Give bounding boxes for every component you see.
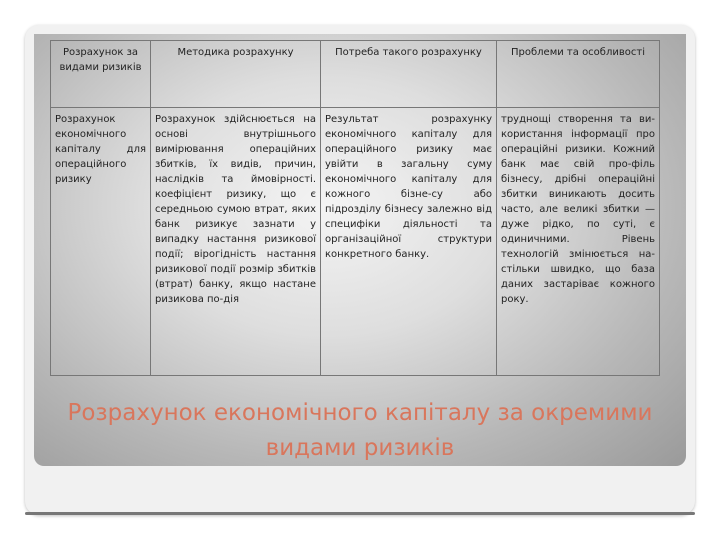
cell-need: Результат розрахунку економічного капіталу для операційного ризику має увійти в загальну суму економічного капіталу для кожного бізне-су або підрозділу бізнесу залежно від специфіки діяльності та організаційної структури конкретного банку. (321, 108, 497, 376)
header-problems: Проблеми та особливості (497, 41, 660, 108)
table-row (51, 108, 660, 376)
header-risk-type: Розрахунок за видами ризиків (51, 41, 151, 108)
header-need: Потреба такого розрахунку (321, 41, 497, 108)
cell-risk-type: Розрахунок економічного капіталу для операційного ризику (51, 108, 151, 376)
header-method: Методика розрахунку (151, 41, 321, 108)
table-header-row (51, 41, 660, 108)
slide-title: Розрахунок економічного капіталу за окремими видами ризиків (67, 400, 653, 461)
slide-bottom-divider (25, 512, 695, 515)
cell-problems: труднощі створення та ви-користання інформації про операційні ризики. Кожний банк має свій про-філь бізнесу, дрібні операційні збитки виникають досить часто, але великі збитки — дуже рідко, по суті, є одиничними. Рівень технологій змінюється на-стільки швидко, що база даних застаріває кожного року. (497, 108, 660, 376)
risk-capital-table (50, 40, 660, 376)
cell-method: Розрахунок здійснюється на основі внутрішнього вимірювання операційних збитків, їх видів, причин, наслідків та ймовірності. коефіцієнт ризику, що є середньою сумою втрат, яких банк ризикує зазнати у випадку настання ризикової події; вірогідність настання ризикової події розмір збитків (втрат) банку, якщо настане ризикова по-дія (151, 108, 321, 376)
